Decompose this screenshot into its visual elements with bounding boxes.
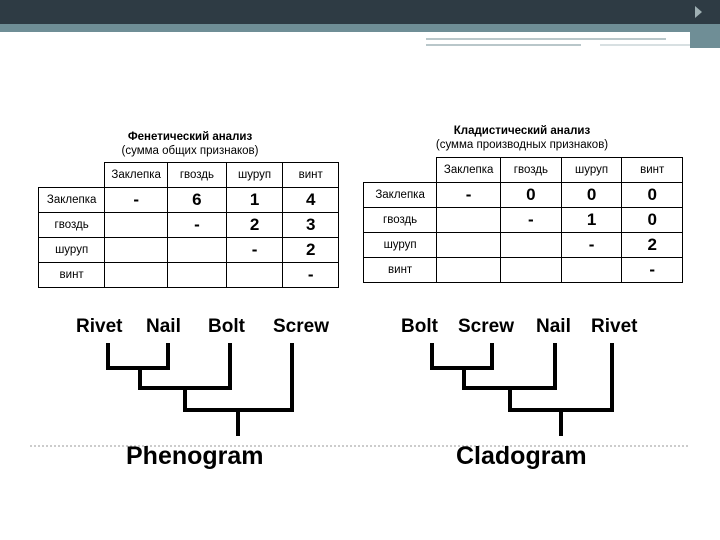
matrix-cell: 1 [561, 207, 622, 232]
matrix-cell: 2 [622, 232, 683, 257]
matrix-cell: 2 [226, 212, 283, 237]
matrix-cell: 0 [561, 182, 622, 207]
cladistic-title: Кладистический анализ [453, 125, 591, 137]
phenetic-subtitle: (сумма общих признаков) [121, 145, 259, 157]
matrix-cell: 1 [226, 187, 283, 212]
col-header: гвоздь [168, 163, 227, 188]
matrix-cell: - [501, 207, 562, 232]
matrix-cell: - [226, 237, 283, 262]
matrix-cell: 4 [283, 187, 339, 212]
matrix-cell: - [561, 232, 622, 257]
cladogram-leaf-rivet: Rivet [591, 316, 638, 337]
matrix-cell: 0 [622, 182, 683, 207]
phenogram-leaf-bolt: Bolt [208, 316, 245, 337]
row-label: винт [39, 262, 105, 287]
matrix-cell: 3 [283, 212, 339, 237]
cladistic-subtitle: (сумма производных признаков) [435, 139, 609, 151]
cladogram-leaf-screw: Screw [458, 316, 514, 337]
phenogram-branches [108, 345, 292, 434]
phenogram-leaf-nail: Nail [146, 316, 181, 337]
phenogram-leaf-screw: Screw [273, 316, 329, 337]
row-label: гвоздь [39, 212, 105, 237]
phenetic-title: Фенетический анализ [127, 131, 253, 143]
phenogram-leaf-rivet: Rivet [76, 316, 123, 337]
row-label: Заклепка [364, 182, 437, 207]
col-header: Заклепка [105, 163, 168, 188]
col-header: гвоздь [501, 158, 562, 183]
col-header: винт [283, 163, 339, 188]
row-label: гвоздь [364, 207, 437, 232]
matrix-cell: - [283, 262, 339, 287]
phenogram-title: Phenogram [126, 442, 264, 470]
row-label: шуруп [364, 232, 437, 257]
matrix-cell: 6 [168, 187, 227, 212]
matrix-cell: - [168, 212, 227, 237]
cladogram-leaf-nail: Nail [536, 316, 571, 337]
col-header: винт [622, 158, 683, 183]
matrix-cell: 0 [501, 182, 562, 207]
cladogram-title: Cladogram [456, 442, 587, 470]
matrix-cell: - [437, 182, 501, 207]
col-header: Заклепка [437, 158, 501, 183]
matrix-cell: 2 [283, 237, 339, 262]
col-header: шуруп [561, 158, 622, 183]
row-label: винт [364, 257, 437, 282]
row-label: Заклепка [39, 187, 105, 212]
col-header: шуруп [226, 163, 283, 188]
cladogram-branches [432, 345, 612, 434]
matrix-cell: - [622, 257, 683, 282]
row-label: шуруп [39, 237, 105, 262]
matrix-cell: 0 [622, 207, 683, 232]
cladogram-leaf-bolt: Bolt [401, 316, 438, 337]
matrix-cell: - [105, 187, 168, 212]
